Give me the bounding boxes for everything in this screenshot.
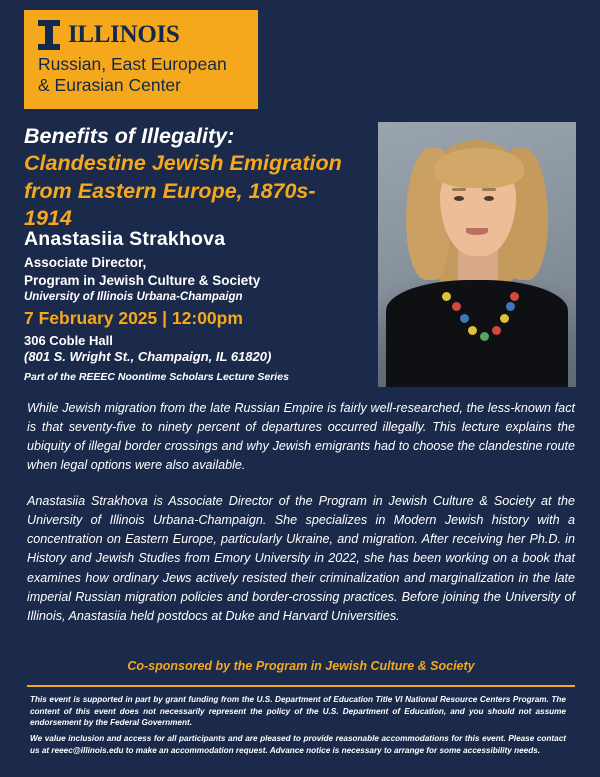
lecture-series-note: Part of the REEEC Noontime Scholars Lecture Series — [24, 371, 289, 383]
portrait-brow-left — [452, 188, 466, 191]
unit-name — [38, 54, 246, 97]
event-venue: 306 Coble Hall — [24, 333, 113, 348]
speaker-name: Anastasiia Strakhova — [24, 228, 226, 250]
bio-paragraph: Anastasiia Strakhova is Associate Director of the Program in Jewish Culture & Society at the University of Illinois Urbana-Champaign. She specializes in Modern Jewish history with a concentration on Eastern Europe, particularly Ukraine, and migration. After receiving her Ph.D. in History and Jewish Studies from Emory University in 2022, she has been working on a book that examines how ordinary Jews actively resisted their criminalization and marginalization in the late imperial Russian migration policies and border-crossing practices. Before joining the University of Illinois, Anastasiia held postdocs at Duke and Harvard Universities. — [27, 494, 575, 623]
illinois-block-i-icon — [38, 20, 60, 50]
event-details-block — [24, 308, 364, 364]
speaker-portrait — [378, 122, 576, 387]
speaker-block — [24, 228, 364, 303]
unit-name-line2: & Eurasian Center — [38, 75, 181, 96]
unit-name-line1: Russian, East European — [38, 54, 227, 74]
speaker-role-line-2: Program in Jewish Culture & Society — [24, 273, 261, 289]
portrait-eye-right — [484, 196, 494, 201]
accessibility-notice: We value inclusion and access for all participants and are pleased to provide reasonable accommodations for this event. Please contact us at reeec@illinois.edu to make an accommodation request. Advance notice is necessary to arrange for some accessibility needs. — [30, 734, 566, 755]
portrait-eye-left — [454, 196, 464, 201]
page-title — [24, 123, 354, 232]
portrait-brow-right — [482, 188, 496, 191]
footer-divider — [27, 685, 575, 687]
title-line-2: Clandestine Jewish Emigration from Eastern Europe, 1870s-1914 — [24, 151, 342, 230]
event-datetime: 7 February 2025 | 12:00pm — [24, 308, 243, 328]
speaker-role-line-1: Associate Director, — [24, 255, 147, 270]
portrait-necklace — [440, 290, 518, 346]
portrait-mouth — [466, 228, 488, 235]
portrait-bangs — [434, 148, 524, 188]
illinois-logo-block — [24, 10, 258, 109]
logo-wordmark: ILLINOIS — [68, 21, 180, 48]
logo-row — [38, 20, 246, 50]
speaker-affiliation: University of Illinois Urbana-Champaign — [24, 291, 243, 304]
abstract-paragraph: While Jewish migration from the late Russian Empire is fairly well-researched, the less-known fact is that seventy-five to ninety percent of departures occurred illegally. This lecture explains the ubiquity of illegal border crossings and why Jewish emigrants had to choose the clandestine route when legal options were also available. — [27, 401, 575, 473]
title-line-1: Benefits of Illegality: — [24, 124, 235, 148]
event-address: (801 S. Wright St., Champaign, IL 61820) — [24, 349, 272, 364]
cosponsor-note: Co-sponsored by the Program in Jewish Culture & Society — [127, 659, 475, 673]
funding-disclaimer: This event is supported in part by grant funding from the U.S. Department of Education Title VI National Resource Centers Program. The content of this event does not necessarily represent the policy of the U.S. Department of Education, and you should not assume endorsement by the Federal Government. — [30, 695, 566, 728]
